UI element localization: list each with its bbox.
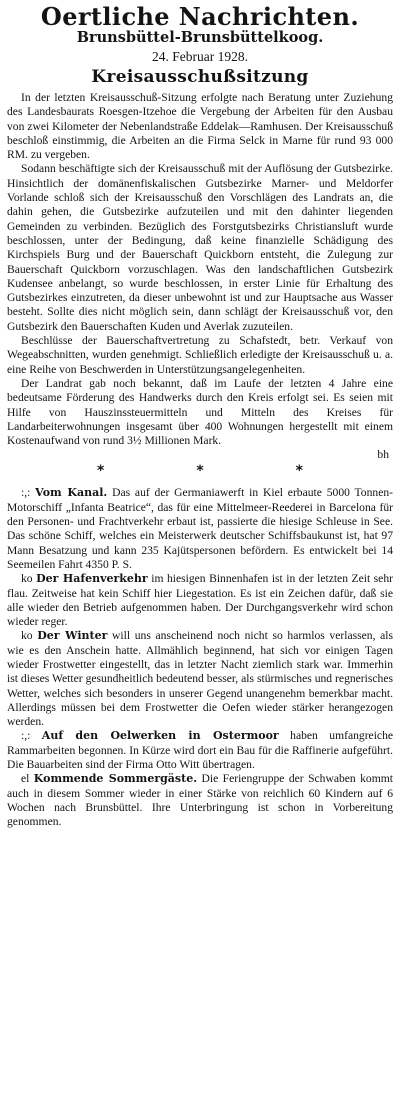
news-item-heading: Auf den Oelwerken in Ostermoor xyxy=(41,729,279,743)
article-paragraph: Der Landrat gab noch bekannt, daß im Laufe der letzten 4 Jahre eine bedeutsame Förderung des Handwerks durch den Kreis erfolgt sei. Es seien mit Hilfe von Hauszinssteuermitteln und Mitteln des Kreises für Landarbeiterwohnungen insgesamt über 400 Wohnungen hergestellt mit einem Kostenaufwand von rund 3½ Millionen Mark. xyxy=(7,376,393,448)
article-kreisausschuss xyxy=(7,67,393,462)
news-item-text: im hiesigen Binnenhafen ist in der letzten Zeit sehr flau. Zeitweise hat kein Schiff hier Liegestation. Es ist ein Zeichen dafür, daß sie alle wieder den Betrieb aufgenommen haben. Der Durchgangsverkehr wird schon wieder reger. xyxy=(7,572,393,629)
article-paragraph: Beschlüsse der Bauerschaftvertretung zu Schafstedt, betr. Verkauf von Wegeabschnitten, wurden genehmigt. Schließlich erledigte der Kreisausschuß u. a. eine Reihe von Beschwerden in Unterstützungsangelegenheiten. xyxy=(7,334,393,376)
separator-asterisk: * xyxy=(97,463,105,480)
article-paragraph: In der letzten Kreisausschuß-Sitzung erfolgte nach Beratung unter Zuziehung des Landesbaurats Roesgen-Itzehoe die Vergebung der Arbeiten für den Ausbau von zwei Kilometer der Nebenlandstraße Eddelak—Ramhusen. Der Kreisausschuß beschloß einstimmig, die Arbeiten an die Firma Selck in Marne für rund 93 000 RM. zu vergeben. xyxy=(7,91,393,162)
section-separator xyxy=(7,464,393,478)
separator-asterisk: * xyxy=(295,463,303,480)
news-item-heading: Vom Kanal. xyxy=(35,486,108,500)
news-item-text: Das auf der Germaniawerft in Kiel erbaute 5000 Tonnen-Motorschiff „Infanta Beatrice“, das für eine Mittelmeer-Reederei in Barcelona für den Personen- und Frachtverkehr erbaut ist, passierte die hiesige Schleuse in See. Das schöne Schiff, welches ein Meisterwerk deutscher Schiffsbaukunst ist, hat 97 Mann Besatzung und kann 235 Kajütspersonen befördern. Es entwickelt bei 14 Seemeilen Fahrt 4350 P. S. xyxy=(7,486,393,571)
news-item-oelwerke xyxy=(7,729,393,772)
news-item-heading: Der Hafenverkehr xyxy=(36,572,148,586)
news-item-marker: el xyxy=(21,772,30,786)
separator-asterisk: * xyxy=(196,463,204,480)
article-paragraph: Sodann beschäftigte sich der Kreisausschuß mit der Auflösung der Gutsbezirke. Hinsichtlich der domänenfiskalischen Gutsbezirke Marner- und Meldorfer Vorlande schloß sich der Kreisausschuß den Vorschlägen des Landrats an, die dahin gehen, die Gutsbezirke aufzuteilen und mit den dahinter liegenden Gemeinden zu verbinden. Bezüglich des Forstgutsbezirks Christiansluft wurde beschlossen, unter der Bedingung, daß keine finanzielle Schädigung des Kirchspiels Burg und der Bauerschaft Quickborn entsteht, die Zulegung zur Bauerschaft Quickborn vorzuschlagen. Was den landschaftlichen Gutsbezirk Kudensee anbelangt, so wurde beschlossen, in erster Linie für Erhaltung des Gutsbezirkes einzutreten, da dieser unbewohnt ist und zur Hauptsache aus Wasser besteht. Sollte dies nicht möglich sein, dann schlägt der Kreisausschuß vor, den Gutsbezirk den Bauerschaften Kuden und Averlak zuzuteilen. xyxy=(7,162,393,333)
dateline: 24. Februar 1928. xyxy=(152,49,248,64)
news-item-heading: Der Winter xyxy=(37,629,108,643)
news-item-marker: ko xyxy=(21,572,33,586)
news-item-marker: :,: xyxy=(21,486,31,500)
news-item-marker: :,: xyxy=(21,729,31,743)
masthead-title: Oertliche Nachrichten. xyxy=(40,2,360,31)
article-title: Kreisausschußsitzung xyxy=(91,67,309,87)
masthead-subtitle: Brunsbüttel-Brunsbüttelkoog. xyxy=(76,29,324,46)
author-signature: bh xyxy=(377,448,389,462)
news-item-text: Die Feriengruppe der Schwaben kommt auch in diesem Sommer wieder in einer Stärke von reichlich 60 Kindern auf 6 Wochen nach Brunsbüttel. Ihre Unterbringung ist schon in Vorbereitung genommen. xyxy=(7,772,393,829)
news-item-hafenverkehr xyxy=(7,572,393,629)
news-item-text: haben umfangreiche Rammarbeiten begonnen. In Kürze wird dort ein Bau für die Raffinerie aufgeführt. Die Bauarbeiten sind der Firma Otto Witt übertragen. xyxy=(7,729,394,772)
news-item-vom-kanal xyxy=(7,486,393,572)
local-news-list xyxy=(7,486,393,829)
news-item-heading: Kommende Sommergäste. xyxy=(33,772,198,786)
news-item-winter xyxy=(7,629,393,729)
news-item-marker: ko xyxy=(21,629,33,643)
news-item-text: will uns anscheinend noch nicht so harmlos verlassen, als wie es den Anschein hatte. Allmählich beginnend, hat sich vor einigen Tagen wieder Frostwetter eingestellt, das in letzter Nacht ziemlich stark war. Immerhin ist dieses Wetter gesundheitlich bedeutend besser, als stürmisches und regnerisches Wetter, welches sich besonders in unserer Gegend unangenehm bemerkbar macht. Allerdings müssen bei dem Frostwetter die Oefen wieder stärker herangezogen werden. xyxy=(7,629,393,729)
news-item-sommergaeste xyxy=(7,772,393,829)
